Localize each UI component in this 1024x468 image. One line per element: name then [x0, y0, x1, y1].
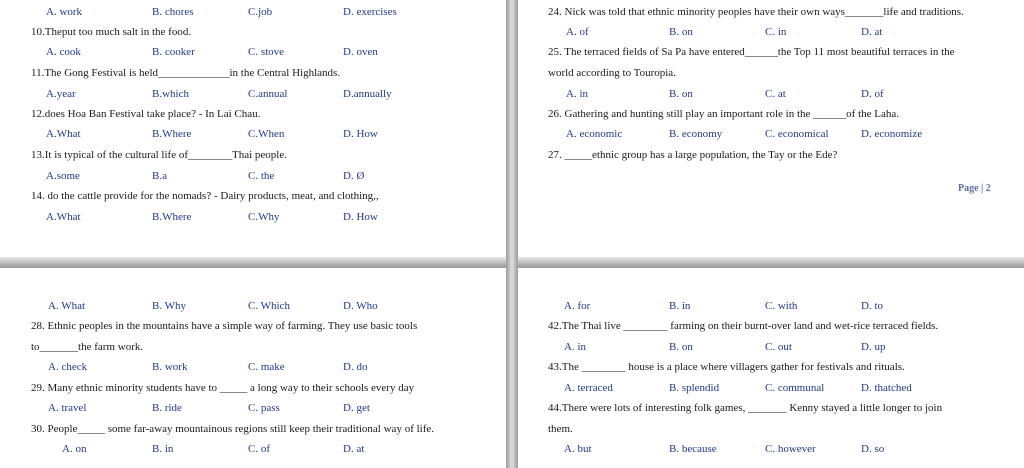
option-a: A. terraced [564, 382, 613, 394]
question-27: 27. _____ethnic group has a large population, the Tay or the Ede? [548, 149, 838, 161]
option-d: D. thatched [861, 382, 912, 394]
option-c: C. at [765, 88, 786, 100]
option-d: D. do [343, 361, 368, 373]
option-c: C. economical [765, 128, 829, 140]
option-d: D. of [861, 88, 884, 100]
option-c: C. in [765, 26, 787, 38]
option-b: B. because [669, 443, 717, 455]
option-b: B. splendid [669, 382, 720, 394]
option-d: D. at [343, 443, 365, 455]
option-c: C. pass [248, 402, 280, 414]
page-number: Page | 2 [958, 183, 991, 194]
option-a: A.some [46, 170, 80, 182]
option-b: B. chores [152, 6, 194, 18]
option-a: A. check [48, 361, 88, 373]
option-c: C. stove [248, 46, 285, 58]
option-a: A. but [564, 443, 592, 455]
option-d: D. economize [861, 128, 923, 140]
question-44-line1: 44.There were lots of interesting folk games, _______ Kenny stayed a little longer to join [548, 402, 943, 414]
option-d: D. so [861, 443, 885, 455]
option-b: B. on [669, 341, 693, 353]
option-d: D.annually [343, 88, 392, 100]
option-a: A. of [566, 26, 589, 38]
option-b: B. Why [152, 300, 187, 312]
question-28-line1: 28. Ethnic peoples in the mountains have a simple way of farming. They use basic tools [31, 320, 418, 332]
option-c: C. the [248, 170, 275, 182]
question-24: 24. Nick was told that ethnic minority peoples have their own ways_______life and traditions. [548, 6, 964, 18]
option-b: B. on [669, 26, 693, 38]
option-d: D. How [343, 128, 378, 140]
option-a: A. work [46, 6, 83, 18]
question-11: 11.The Gong Festival is held_____________in the Central Highlands. [31, 67, 341, 79]
option-a: A. travel [48, 402, 87, 414]
option-c: C. Which [248, 300, 290, 312]
option-a: A.year [46, 88, 76, 100]
page-bottom-left [0, 268, 506, 468]
option-c: C. however [765, 443, 816, 455]
option-a: A. in [564, 341, 586, 353]
option-b: B. work [152, 361, 188, 373]
question-10: 10.Theput too much salt in the food. [31, 26, 192, 38]
option-b: B. in [669, 300, 691, 312]
option-c: C.Why [248, 211, 280, 223]
question-13: 13.It is typical of the cultural life of________Thai people. [31, 149, 287, 161]
page-top-right [518, 0, 1024, 257]
option-c: C.When [248, 128, 285, 140]
option-a: A. in [566, 88, 588, 100]
page-bottom-right [518, 268, 1024, 468]
option-c: C. out [765, 341, 792, 353]
option-b: B. on [669, 88, 693, 100]
question-43: 43.The ________ house is a place where villagers gather for festivals and rituals. [548, 361, 905, 373]
question-25-line1: 25. The terraced fields of Sa Pa have entered______the Top 11 most beautiful terraces in the [548, 46, 955, 58]
option-d: D. Ø [343, 170, 365, 182]
option-c: C. make [248, 361, 285, 373]
option-a: A. What [48, 300, 86, 312]
option-c: C. communal [765, 382, 825, 394]
option-b: B. in [152, 443, 174, 455]
option-c: C.job [248, 6, 273, 18]
question-44-line2: them. [548, 423, 573, 435]
option-a: A.What [46, 128, 81, 140]
question-28-line2: to_______the farm work. [31, 341, 144, 353]
option-a: A. for [564, 300, 591, 312]
option-a: A. on [62, 443, 87, 455]
option-a: A. cook [46, 46, 81, 58]
question-14: 14. do the cattle provide for the nomads? - Dairy products, meat, and clothing,, [31, 190, 379, 202]
option-b: B.Where [152, 211, 192, 223]
question-29: 29. Many ethnic minority students have to _____ a long way to their schools every day [31, 382, 415, 394]
option-d: D. exercises [343, 6, 397, 18]
option-a: A.What [46, 211, 81, 223]
option-b: B.a [152, 170, 167, 182]
option-c: C.annual [248, 88, 288, 100]
question-25-line2: world according to Touropia. [548, 67, 676, 79]
option-d: D. up [861, 341, 886, 353]
question-30: 30. People_____ some far-away mountainous regions still keep their traditional way of life. [31, 423, 435, 435]
option-d: D. get [343, 402, 370, 414]
page-divider-vertical [506, 0, 518, 468]
option-d: D. oven [343, 46, 378, 58]
question-12: 12.does Hoa Ban Festival take place? - In Lai Chau. [31, 108, 261, 120]
option-d: D. Who [343, 300, 378, 312]
option-d: D. to [861, 300, 883, 312]
option-b: B.which [152, 88, 189, 100]
question-26: 26. Gathering and hunting still play an important role in the ______of the Laha. [548, 108, 900, 120]
option-b: B. cooker [152, 46, 195, 58]
question-42: 42.The Thai live ________ farming on their burnt-over land and wet-rice terraced fields. [548, 320, 939, 332]
option-d: D. How [343, 211, 378, 223]
option-b: B. economy [669, 128, 723, 140]
option-b: B. ride [152, 402, 182, 414]
option-a: A. economic [566, 128, 623, 140]
option-c: C. with [765, 300, 798, 312]
option-b: B.Where [152, 128, 192, 140]
option-c: C. of [248, 443, 270, 455]
option-d: D. at [861, 26, 883, 38]
page-top-left [0, 0, 506, 257]
